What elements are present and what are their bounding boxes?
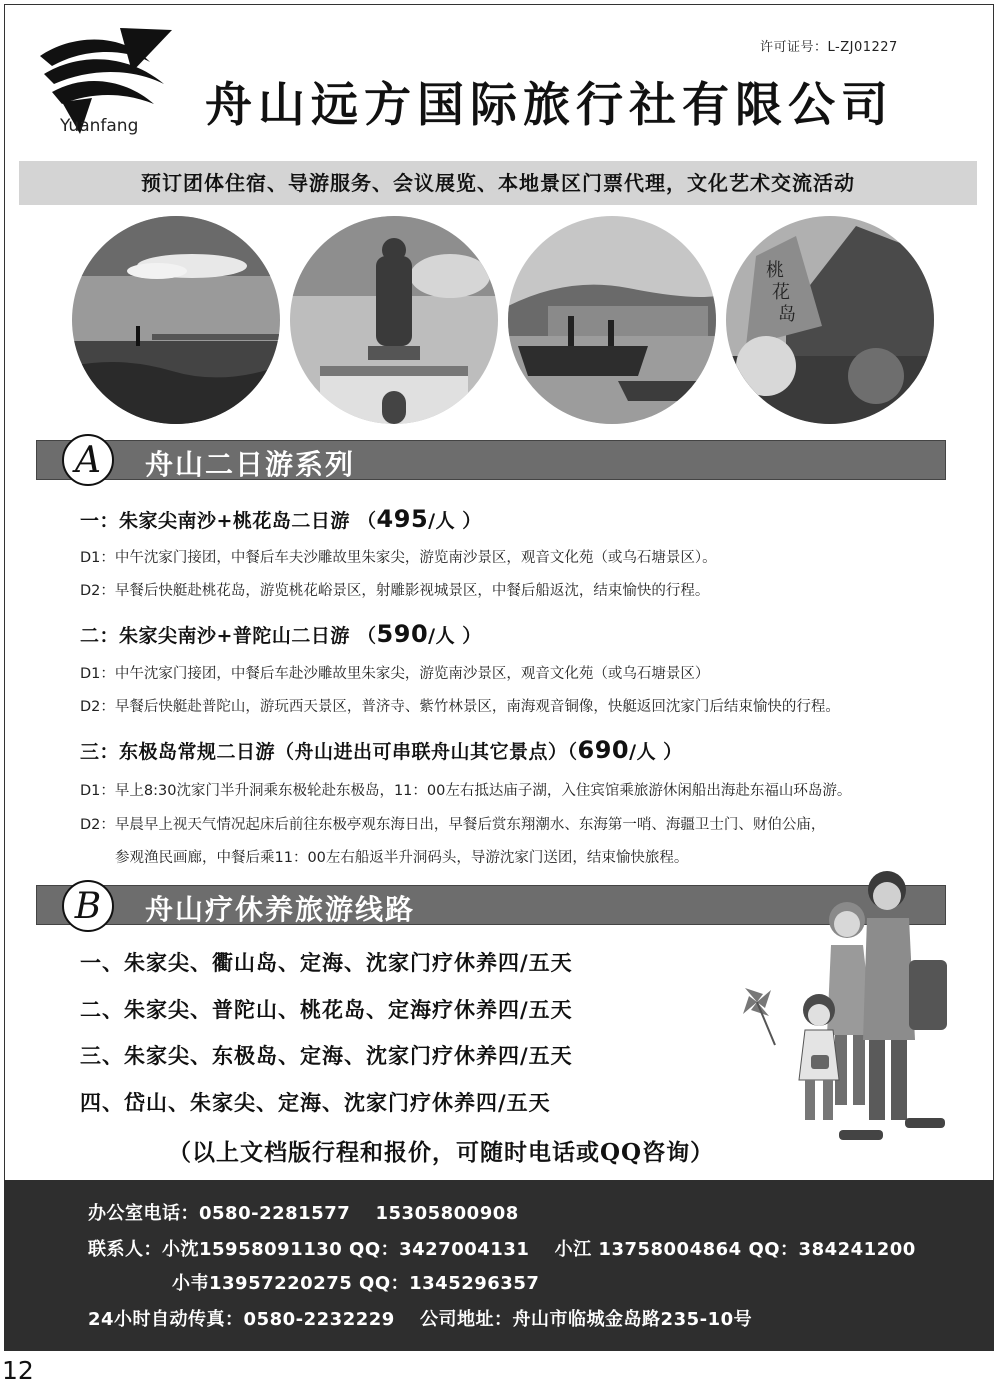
license-number: 许可证号：L-ZJ01227: [760, 40, 898, 55]
trip-2-price: 590: [376, 620, 429, 648]
contact-panel: [4, 1180, 994, 1351]
section-a-title: 舟山二日游系列: [145, 448, 356, 481]
section-b-title: 舟山疗休养旅游线路: [145, 893, 416, 926]
svg-text:桃: 桃: [766, 260, 784, 281]
section-a-badge: A: [62, 434, 114, 486]
section-b-badge: B: [62, 880, 114, 932]
trip-3-price: 690: [577, 736, 630, 764]
contacts-line-1: 联系人：小沈15958091130 QQ：3427004131 小江 13758004864 QQ：384241200: [88, 1239, 916, 1260]
taohua-photo: [726, 216, 934, 424]
route-1: 一、朱家尖、衢山岛、定海、沈家门疗休养四/五天: [80, 950, 573, 975]
contacts-line-2: 小韦13957220275 QQ：1345296357: [172, 1273, 540, 1294]
trip-2-day1: D1：中午沈家门接团，中餐后车赴沙雕故里朱家尖，游览南沙景区，观音文化苑（或乌石塘景区）: [80, 666, 710, 682]
company-name: 舟山远方国际旅行社有限公司: [205, 78, 894, 133]
trip-3-day1: D1：早上8:30沈家门半升洞乘东极轮赴东极岛，11：00左右抵达庙子湖，入住宾馆乘旅游休闲船出海赴东福山环岛游。: [80, 783, 852, 799]
taohua-island-rock-icon: [726, 216, 934, 424]
services-banner: 预订团体住宿、导游服务、会议展览、本地景区门票代理，文化艺术交流活动: [19, 161, 977, 205]
trip-1-day2: D2：早餐后快艇赴桃花岛，游览桃花峪景区，射雕影视城景区，中餐后船返沈，结束愉快的行程。: [80, 583, 710, 599]
logo-text: Yuanfang: [60, 116, 139, 136]
trip-1-price: 495: [376, 505, 429, 533]
family-illustration-icon: [735, 870, 950, 1145]
guanyin-photo: [290, 216, 498, 424]
svg-text:岛: 岛: [778, 304, 796, 325]
page-number: 12: [2, 1356, 34, 1385]
trip-2-day2: D2：早餐后快艇赴普陀山，游玩西天景区，普济寺、紫竹林景区，南海观音铜像，快艇返回沈家门后结束愉快的行程。: [80, 699, 840, 715]
guanyin-statue-icon: [290, 216, 498, 424]
inquiry-note: （以上文档版行程和报价，可随时电话或QQ咨询）: [168, 1139, 715, 1166]
trip-3-day2: D2：早晨早上视天气情况起床后前往东极亭观东海日出，早餐后赏东翔潮水、东海第一哨、海疆卫士门、财伯公庙，: [80, 817, 826, 833]
fishing-harbor-icon: [508, 216, 716, 424]
route-2: 二、朱家尖、普陀山、桃花岛、定海疗休养四/五天: [80, 997, 573, 1022]
harbor-photo: [508, 216, 716, 424]
trip-3-title: 三：东极岛常规二日游（舟山进出可串联舟山其它景点）（690/人 ）: [80, 736, 683, 764]
trip-2-title: 二：朱家尖南沙+普陀山二日游 （590/人 ）: [80, 620, 482, 648]
sea-icon: [72, 216, 280, 424]
route-4: 四、岱山、朱家尖、定海、沈家门疗休养四/五天: [80, 1090, 551, 1115]
svg-text:花: 花: [772, 282, 790, 303]
trip-3-day2-cont: 参观渔民画廊，中餐后乘11：00左右船返半升洞码头，导游沈家门送团，结束愉快旅程。: [115, 850, 689, 866]
trip-1-day1: D1：中午沈家门接团，中餐后车夫沙雕故里朱家尖，游览南沙景区，观音文化苑（或乌石塘景区）。: [80, 550, 717, 566]
sea-photo: [72, 216, 280, 424]
trip-1-title: 一：朱家尖南沙+桃花岛二日游 （495/人 ）: [80, 505, 482, 533]
route-3: 三、朱家尖、东极岛、定海、沈家门疗休养四/五天: [80, 1043, 573, 1068]
office-phone: 办公室电话：0580-2281577 15305800908: [88, 1203, 519, 1224]
fax-and-address: 24小时自动传真：0580-2232229 公司地址：舟山市临城金岛路235-10号: [88, 1309, 753, 1330]
